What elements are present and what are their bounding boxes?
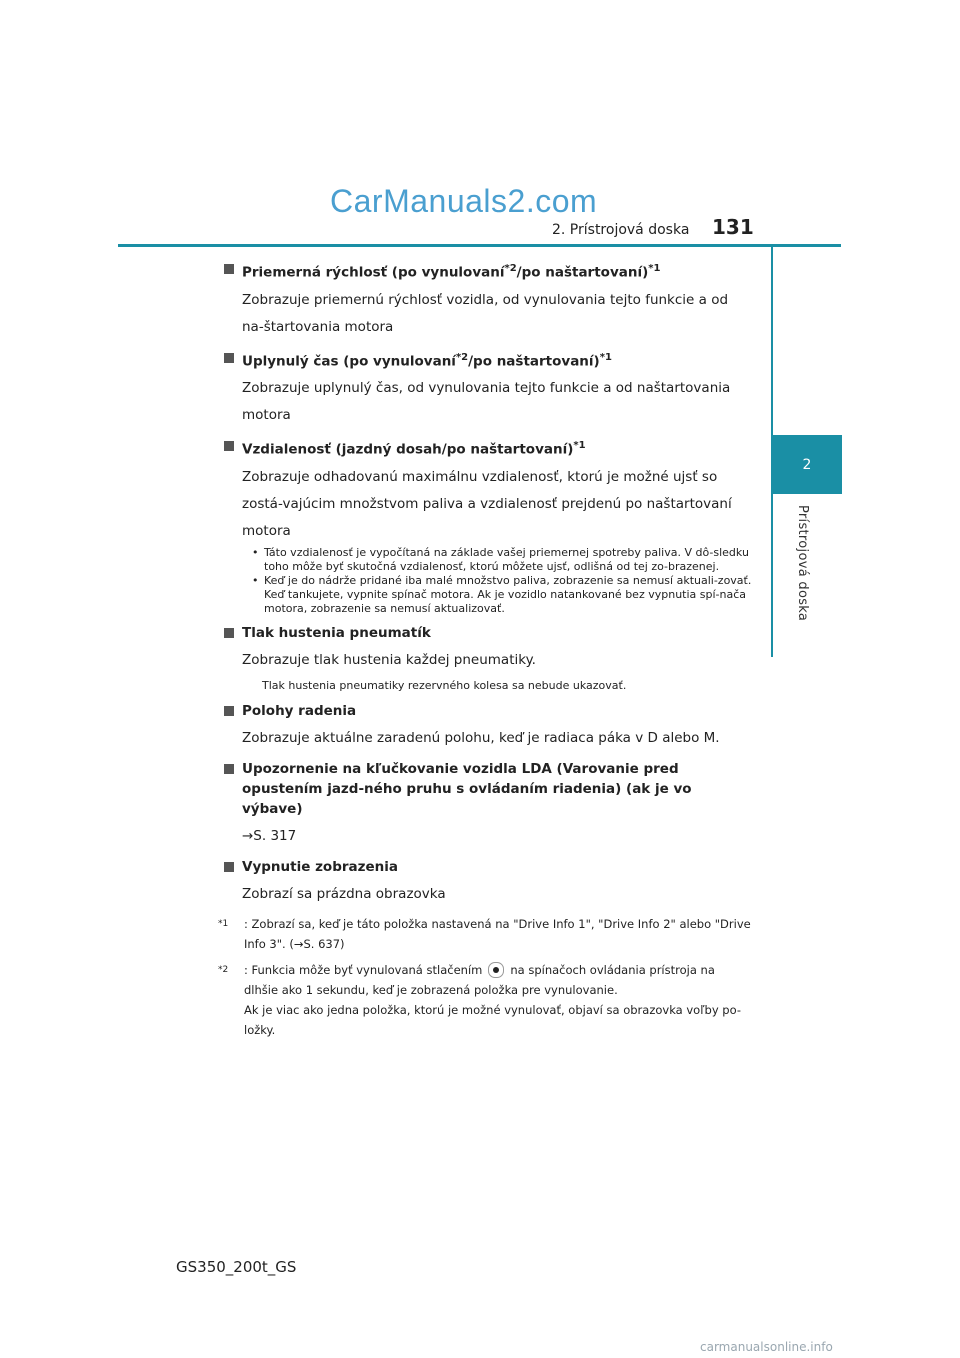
- footnote-2: [218, 960, 752, 1040]
- item-text: Zobrazuje aktuálne zaradenú polohu, keď je radiaca páka v D alebo M.: [242, 729, 720, 746]
- chapter-tab: [772, 435, 842, 494]
- footnote-mark: [218, 914, 228, 937]
- item-title: [222, 857, 752, 877]
- page-content: [218, 252, 752, 1040]
- item-average-speed: [222, 259, 752, 341]
- square-bullet-icon: [224, 706, 234, 716]
- model-code: GS350_200t_GS: [176, 1258, 297, 1276]
- item-title-text: Upozornenie na kľučkovanie vozidla LDA (Varovanie pred opustením jazd-ného pruhu s ovládaním riadenia) (ak je vo výbave): [242, 760, 692, 817]
- footnote-1: [218, 914, 752, 954]
- footnote-mark-text: *2: [218, 964, 229, 975]
- item-title-text: /po naštartovaní): [468, 353, 600, 369]
- item-title: [222, 436, 752, 460]
- item-elapsed-time: [222, 348, 752, 430]
- item-title-text: /po naštartovaní): [516, 264, 649, 281]
- square-bullet-icon: [224, 764, 234, 774]
- item-title-text: Priemerná rýchlosť (po vynulovaní: [242, 264, 505, 281]
- footnote-ref: *1: [573, 440, 586, 451]
- chapter-number: 2: [802, 456, 812, 473]
- item-text: Zobrazuje uplynulý čas, od vynulovania tejto funkcie a od naštartovania motora: [242, 380, 731, 423]
- square-bullet-icon: [224, 353, 234, 363]
- bullet-item: • Táto vzdialenosť je vypočítaná na základe vašej priemernej spotreby paliva. V dô-sledku toho môže byť skutočná vzdialenosť, ktorú môžete ujsť, odlišná od tej zo-brazenej.: [252, 546, 752, 574]
- item-shift-position: [222, 701, 752, 752]
- footnote-mark-text: *1: [218, 918, 229, 929]
- footnote-text: : Funkcia môže byť vynulovaná stlačením: [244, 962, 483, 977]
- item-title-text: Polohy radenia: [242, 702, 357, 719]
- footnote-text: : Zobrazí sa, keď je táto položka nastavená na "Drive Info 1", "Drive Info 2" alebo "Drive Info 3". (→S. 637): [244, 916, 751, 951]
- item-title-text: Vypnutie zobrazenia: [242, 858, 398, 875]
- reset-button-icon: [488, 962, 504, 978]
- chapter-label: Prístrojová doska: [795, 505, 810, 622]
- item-text: →S. 317: [242, 827, 297, 844]
- header-rule: [118, 244, 841, 247]
- footnote-text: na spínačoch ovládania prístroja na dlhšie ako 1 sekundu, keď je zobrazená položka pre vynulovanie.: [244, 962, 715, 997]
- bullet-item-continuation: Keď tankujete, vypnite spínač motora. Ak je vozidlo natankované bez vypnutia spí-nača motora, zobrazenie sa nemusí aktualizovať.: [264, 587, 747, 615]
- item-title: [222, 759, 752, 819]
- item-lda-warning: [222, 759, 752, 850]
- footnote-ref: *1: [648, 263, 661, 274]
- item-title-text: Uplynulý čas (po vynulovaní: [242, 353, 456, 369]
- item-display-off: [222, 857, 752, 908]
- item-title: [222, 348, 752, 372]
- item-title-text: Tlak hustenia pneumatík: [242, 624, 431, 641]
- item-title: [222, 259, 752, 283]
- footnote-text: Ak je viac ako jedna položka, ktorú je možné vynulovať, objaví sa obrazovka voľby po-ložky.: [244, 1002, 741, 1037]
- item-title: [222, 701, 752, 721]
- item-note: Tlak hustenia pneumatiky rezervného kolesa sa nebude ukazovať.: [262, 678, 627, 692]
- item-title: [222, 623, 752, 643]
- item-tire-pressure: [222, 623, 752, 694]
- header-section-title: 2. Prístrojová doska: [552, 222, 690, 238]
- bullet-list: [222, 546, 752, 616]
- square-bullet-icon: [224, 628, 234, 638]
- item-text: Zobrazí sa prázdna obrazovka: [242, 885, 446, 902]
- square-bullet-icon: [224, 441, 234, 451]
- bullet-item: • Keď je do nádrže pridané iba malé množstvo paliva, zobrazenie sa nemusí aktuali-zovať.: [252, 574, 752, 588]
- watermark-carmanuals2: CarManuals2.com: [330, 183, 598, 219]
- item-text: Zobrazuje priemernú rýchlosť vozidla, od vynulovania tejto funkcie a od na-štartovania motora: [242, 291, 729, 335]
- item-text: Zobrazuje odhadovanú maximálnu vzdialenosť, ktorú je možné ujsť so zostá-vajúcim množstvom paliva a vzdialenosť prejdenú po naštartovaní motora: [242, 468, 732, 539]
- square-bullet-icon: [224, 264, 234, 274]
- footnote-ref: *1: [599, 351, 612, 363]
- watermark-carmanualsonline: carmanualsonline.info: [700, 1340, 833, 1354]
- item-text: Zobrazuje tlak hustenia každej pneumatiky.: [242, 651, 536, 668]
- footnote-ref: *2: [455, 351, 469, 363]
- square-bullet-icon: [224, 862, 234, 872]
- item-distance: [222, 436, 752, 616]
- page-number: 131: [712, 215, 754, 239]
- footnote-ref: *2: [504, 263, 517, 274]
- item-title-text: Vzdialenosť (jazdný dosah/po naštartovaní): [242, 441, 574, 458]
- footnote-mark: [218, 960, 228, 983]
